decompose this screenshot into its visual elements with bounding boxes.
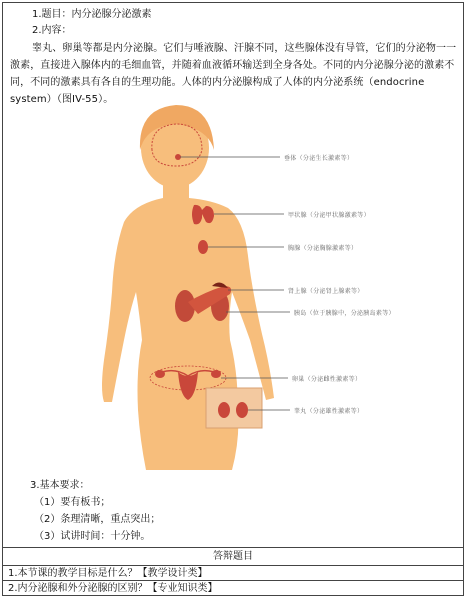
divider — [2, 547, 464, 548]
testis-left — [218, 402, 230, 418]
divider — [2, 580, 464, 581]
thymus-gland — [198, 240, 208, 254]
qa-question: 1.本节课的教学目标是什么？【教学设计类】 — [8, 568, 208, 579]
label-thyroid: 甲状腺（分泌甲状腺激素等） — [288, 212, 370, 219]
requirement-item: （3）试讲时间：十分钟。 — [34, 531, 151, 542]
topic-title: 1.题目：内分泌腺分泌激素 — [32, 9, 152, 20]
qa-question: 2.内分泌腺和外分泌腺的区别？【专业知识类】 — [8, 583, 218, 594]
divider — [2, 565, 464, 566]
requirement-item: （1）要有板书； — [34, 497, 111, 508]
ovary-left — [155, 370, 165, 378]
qa-section-title: 答辩题目 — [213, 551, 253, 562]
label-adrenal: 肾上腺（分泌肾上腺素等） — [288, 288, 364, 295]
testis-inset — [206, 388, 262, 428]
label-pituitary: 垂体（分泌生长激素等） — [284, 155, 354, 162]
content-paragraph: 睾丸、卵巢等都是内分泌腺。它们与唾液腺、汗腺不同，这些腺体没有导管，它们的分泌物一一激素，直接进入腺体内的毛细血管，并随着血液循环输送到全身各处。不同的内分泌腺分泌的激素不同，不同的激素具有各自的生理功能。人体的内分泌腺构成了人体的内分泌系统（endocrine system）（图IV-55）。 — [10, 43, 457, 105]
content-label: 2.内容： — [32, 25, 72, 36]
label-pancreas: 胰岛（位于胰腺中，分泌胰岛素等） — [294, 310, 395, 317]
label-testis: 睾丸（分泌雄性激素等） — [294, 408, 364, 415]
requirements-heading: 3.基本要求： — [30, 480, 90, 491]
testis-right — [236, 402, 248, 418]
label-ovary: 卵巢（分泌雌性激素等） — [292, 376, 362, 383]
requirement-item: （2）条理清晰，重点突出； — [34, 514, 161, 525]
label-thymus: 胸腺（分泌胸腺激素等） — [288, 245, 358, 252]
